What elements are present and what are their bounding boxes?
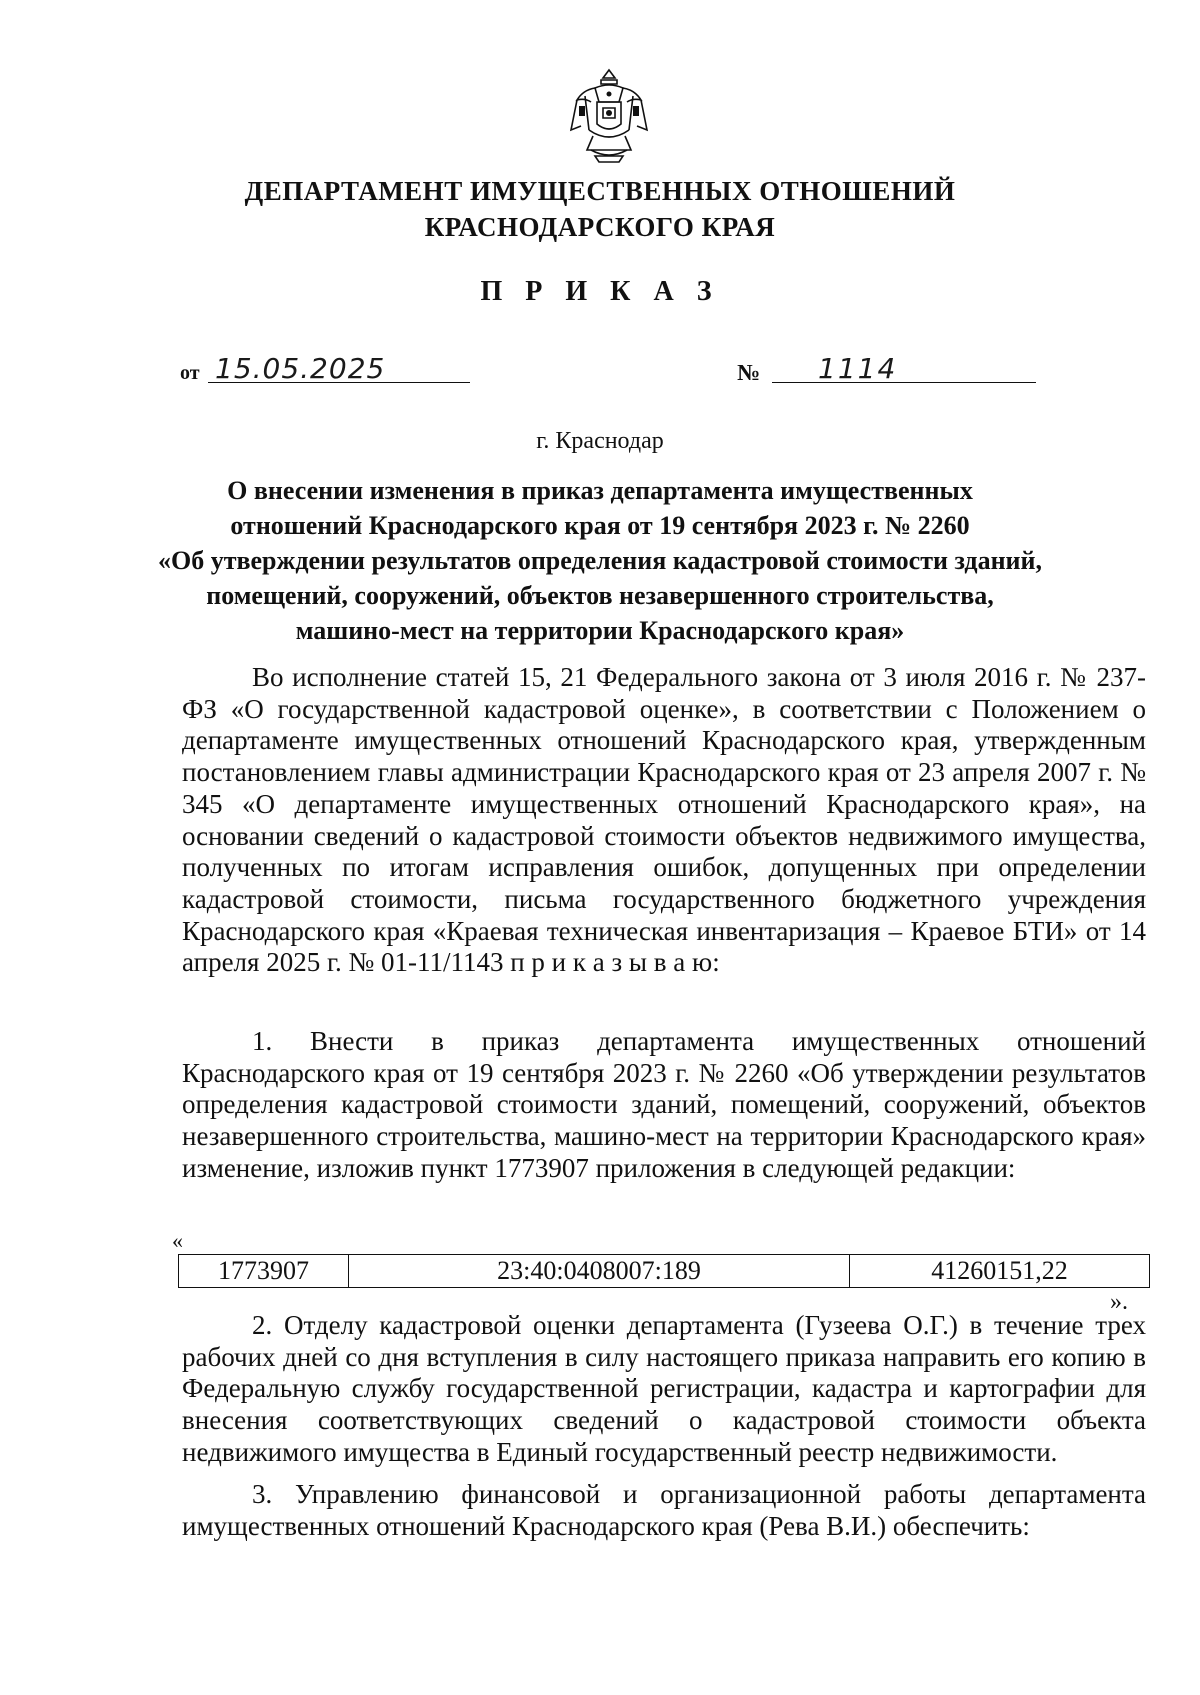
department-name-line1: ДЕПАРТАМЕНТ ИМУЩЕСТВЕННЫХ ОТНОШЕНИЙ [244, 176, 956, 206]
table-cell-item-number: 1773907 [179, 1255, 349, 1287]
city: г. Краснодар [536, 428, 664, 454]
item-3-paragraph: 3. Управлению финансовой и организационной работы департамента имущественных отношений Краснодарского края (Рева В.И.) обеспечить: [182, 1479, 1146, 1541]
coat-of-arms-icon [565, 66, 653, 166]
date-value: 15.05.2025 [215, 352, 386, 385]
quote-close: ». [1110, 1289, 1128, 1315]
amendment-table [178, 1254, 1150, 1288]
subject-line: «Об утверждении результатов определения кадастровой стоимости зданий, [157, 546, 1043, 575]
order-title: П Р И К А З [480, 276, 720, 307]
subject-line: машино-мест на территории Краснодарского края» [295, 616, 905, 645]
subject-line: О внесении изменения в приказ департамента имущественных [227, 476, 973, 505]
number-label: № [737, 360, 761, 385]
subject-line: помещений, сооружений, объектов незавершенного строительства, [206, 581, 994, 610]
order-subject [150, 473, 1050, 648]
table-cell-cadastral-value: 41260151,22 [931, 1256, 1068, 1285]
subject-line: отношений Краснодарского края от 19 сентября 2023 г. № 2260 [230, 511, 970, 540]
quote-open: « [172, 1228, 183, 1253]
department-name-line2: КРАСНОДАРСКОГО КРАЯ [424, 212, 776, 242]
number-value: 1114 [818, 352, 898, 385]
number-underline [772, 382, 1036, 383]
item-1-paragraph: 1. Внести в приказ департамента имущественных отношений Краснодарского края от 19 сентября 2023 г. № 2260 «Об утверждении результатов определения кадастровой стоимости зданий, помещений, сооружений, объектов незавершенного строительства, машино-мест на территории Краснодарского края» изменение, изложив пункт 1773907 приложения в следующей редакции: [182, 1026, 1146, 1183]
preamble-paragraph: Во исполнение статей 15, 21 Федерального закона от 3 июля 2016 г. № 237-ФЗ «О государственной кадастровой оценке», в соответствии с Положением о департаменте имущественных отношений Краснодарского края, утвержденным постановлением главы администрации Краснодарского края от 23 апреля 2007 г. № 345 «О департаменте имущественных отношений Краснодарского края», на основании сведений о кадастровой стоимости объектов недвижимого имущества, полученных по итогам исправления ошибок, допущенных при определении кадастровой стоимости, письма государственного бюджетного учреждения Краснодарского края «Краевая техническая инвентаризация – Краевое БТИ» от 14 апреля 2025 г. № 01-11/1143 п р и к а з ы в а ю: [182, 662, 1146, 978]
item-2-paragraph: 2. Отделу кадастровой оценки департамента (Гузеева О.Г.) в течение трех рабочих дней со дня вступления в силу настоящего приказа направить его копию в Федеральную службу государственной регистрации, кадастра и картографии для внесения соответствующих сведений о кадастровой стоимости объекта недвижимого имущества в Единый государственный реестр недвижимости. [182, 1310, 1146, 1467]
date-label: от [180, 362, 200, 384]
table-cell-cadastral-number: 23:40:0408007:189 [349, 1255, 850, 1287]
